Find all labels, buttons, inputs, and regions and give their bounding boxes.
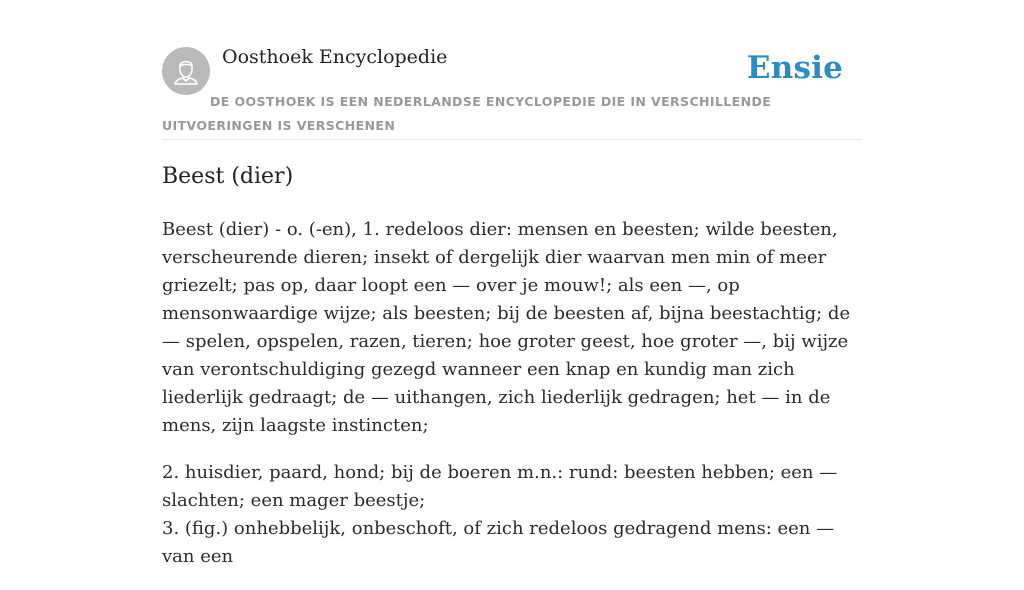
paragraph-definition-1: Beest (dier) - o. (-en), 1. redeloos dier: mensen en beesten; wilde beesten, verscheurende dieren; insekt of dergelijk dier waarvan men min of meer griezelt; pas op, daar loopt een — over je mouw!; als een —, op mensonwaardige wijze; als beesten; bij de beesten af, bijna beestachtig; de — spelen, opspelen, razen, tieren; hoe groter geest, hoe groter —, bij wijze van verontschuldiging gezegd wanneer een knap en kundig man zich liederlijk gedraagt; de — uithangen, zich liederlijk gedragen; het — in de mens, zijn laagste instincten; [162, 219, 851, 436]
paragraph-definitions-2-3 [162, 459, 868, 571]
user-icon [162, 47, 210, 95]
site-description: DE OOSTHOEK IS EEN NEDERLANDSE ENCYCLOPEDIE DIE IN VERSCHILLENDE UITVOERINGEN IS VERSCHENEN [162, 94, 772, 133]
page-container [162, 0, 862, 567]
ensie-logo[interactable]: Ensie [746, 50, 843, 86]
avatar[interactable] [162, 47, 210, 95]
site-name[interactable]: Oosthoek Encyclopedie [222, 46, 448, 68]
definition-3: 3. (fig.) onhebbelijk, onbeschoft, of zich redeloos gedragend mens: een — van een [162, 518, 835, 567]
definition-2: 2. huisdier, paard, hond; bij de boeren m.n.: rund: beesten hebben; een — slachten; een mager beestje; [162, 462, 838, 511]
article-title: Beest (dier) [162, 164, 294, 189]
site-header [162, 0, 862, 140]
article-content [162, 216, 868, 590]
